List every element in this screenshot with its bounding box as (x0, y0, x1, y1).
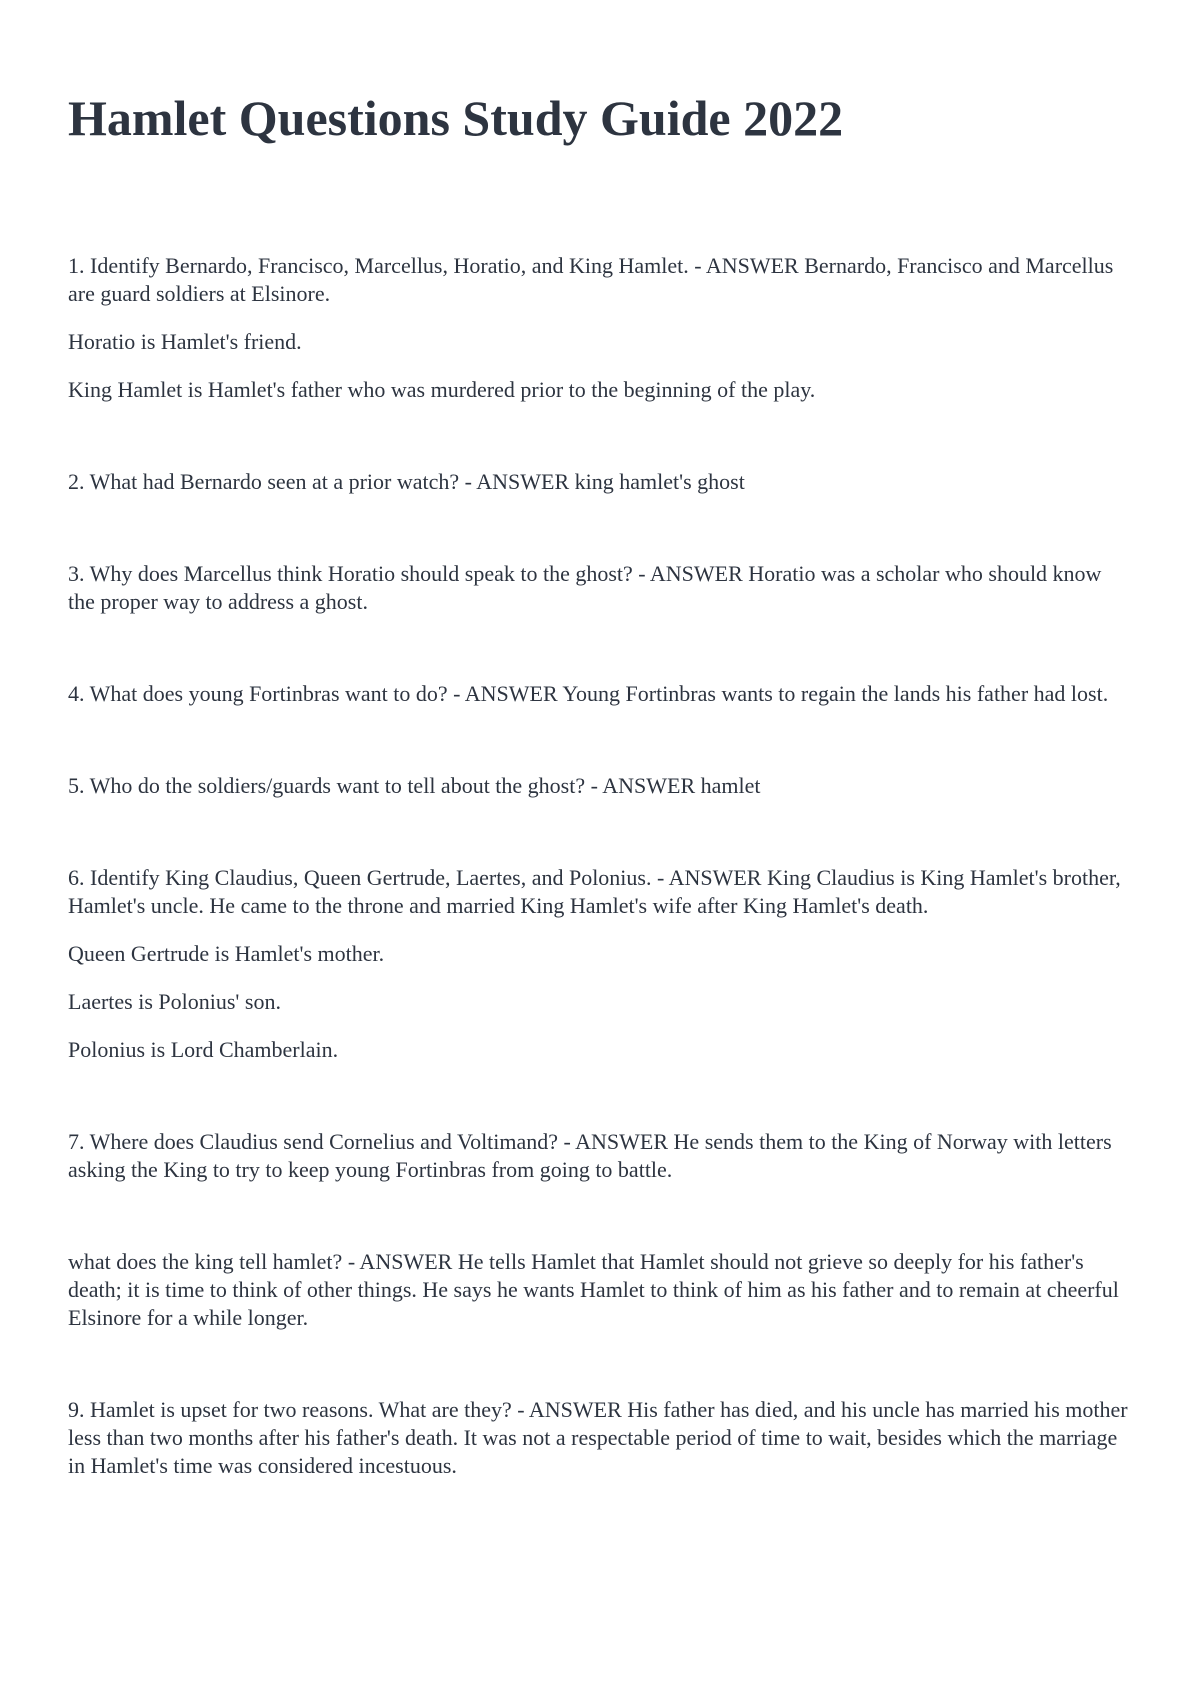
question-item (68, 680, 1128, 708)
question-item (68, 1396, 1128, 1480)
question-text: 3. Why does Marcellus think Horatio should speak to the ghost? - ANSWER Horatio was a scholar who should know the proper way to address a ghost. (68, 561, 1102, 614)
question-item (68, 468, 1128, 496)
question-item (68, 772, 1128, 800)
answer-text: Polonius is Lord Chamberlain. (68, 1037, 339, 1062)
question-text: 2. What had Bernardo seen at a prior watch? - ANSWER king hamlet's ghost (68, 469, 745, 494)
question-text: 6. Identify King Claudius, Queen Gertrude, Laertes, and Polonius. - ANSWER King Claudius is King Hamlet's brother, Hamlet's uncle. He came to the throne and married King Hamlet's wife after King Hamlet's death. (68, 865, 1121, 918)
answer-text: Horatio is Hamlet's friend. (68, 329, 302, 354)
answer-text: King Hamlet is Hamlet's father who was murdered prior to the beginning of the play. (68, 377, 816, 402)
document-title: Hamlet Questions Study Guide 2022 (68, 90, 844, 146)
question-item (68, 864, 1128, 1064)
question-item (68, 1128, 1128, 1184)
question-text: 7. Where does Claudius send Cornelius and Voltimand? - ANSWER He sends them to the King of Norway with letters asking the King to try to keep young Fortinbras from going to battle. (68, 1129, 1112, 1182)
question-item (68, 252, 1128, 404)
question-text: 9. Hamlet is upset for two reasons. What are they? - ANSWER His father has died, and his uncle has married his mother less than two months after his father's death. It was not a respectable period of time to wait, besides which the marriage in Hamlet's time was considered incestuous. (68, 1397, 1128, 1478)
question-text: 5. Who do the soldiers/guards want to tell about the ghost? - ANSWER hamlet (68, 773, 761, 798)
question-text: 4. What does young Fortinbras want to do? - ANSWER Young Fortinbras wants to regain the lands his father had lost. (68, 681, 1109, 706)
question-text: 1. Identify Bernardo, Francisco, Marcellus, Horatio, and King Hamlet. - ANSWER Bernardo, Francisco and Marcellus are guard soldiers at Elsinore. (68, 253, 1114, 306)
question-list (68, 252, 1128, 1480)
answer-text: Queen Gertrude is Hamlet's mother. (68, 941, 385, 966)
answer-text: Laertes is Polonius' son. (68, 989, 281, 1014)
question-item (68, 1248, 1128, 1332)
question-item (68, 560, 1128, 616)
question-text: what does the king tell hamlet? - ANSWER He tells Hamlet that Hamlet should not grieve so deeply for his father's death; it is time to think of other things. He says he wants Hamlet to think of him as his father and to remain at cheerful Elsinore for a while longer. (68, 1249, 1119, 1330)
document-page (68, 88, 1128, 1544)
